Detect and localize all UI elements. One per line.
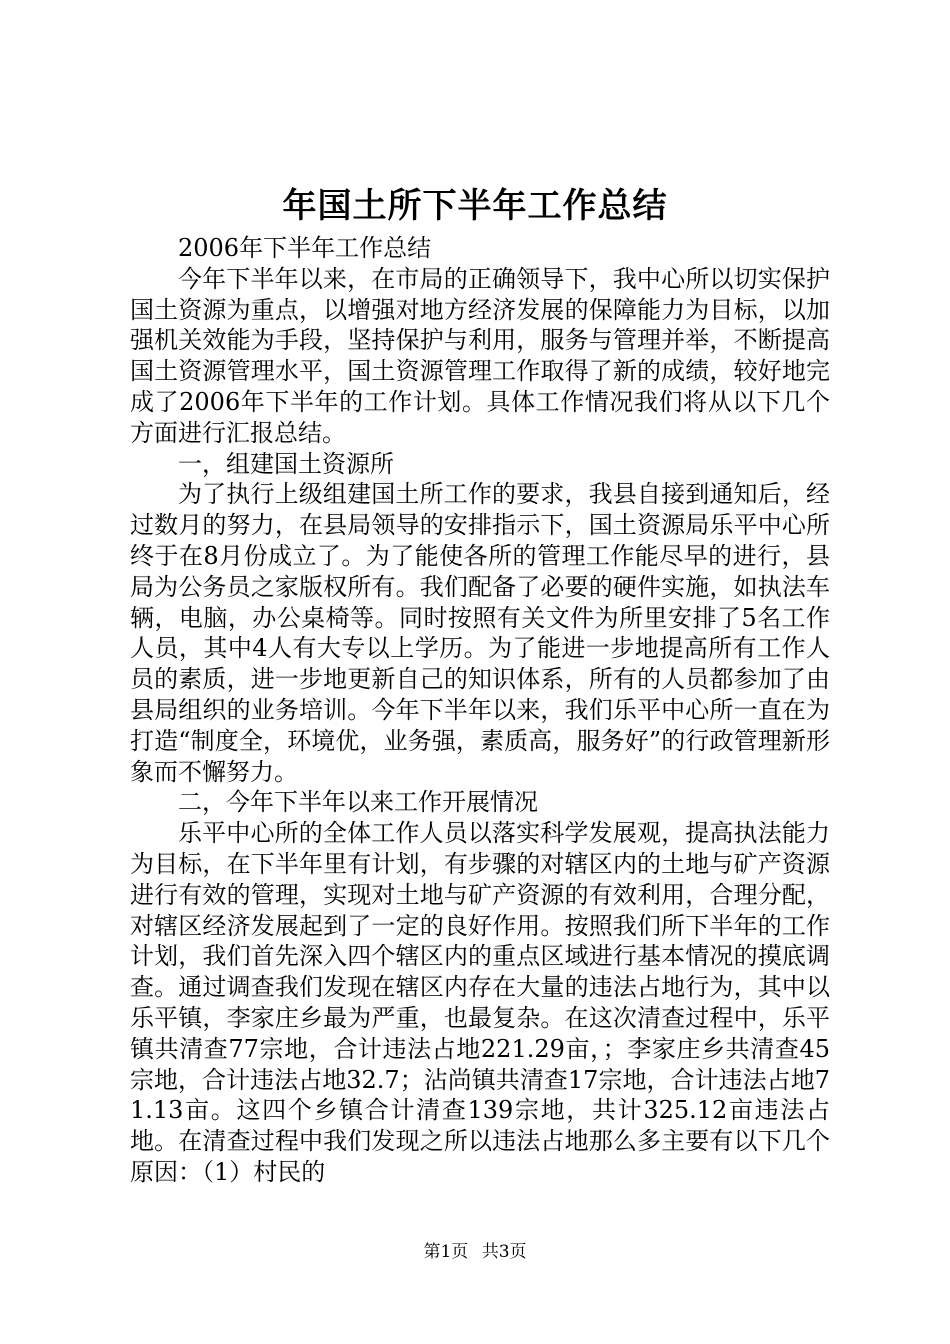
page-total: 共3页 bbox=[481, 1242, 527, 1262]
document-title: 年国土所下半年工作总结 bbox=[282, 186, 668, 226]
document-subtitle: 2006年下半年工作总结 bbox=[178, 234, 432, 262]
page-footer bbox=[0, 1241, 950, 1263]
document-body bbox=[130, 233, 830, 1188]
section-heading-2: 二，今年下半年以来工作开展情况 bbox=[178, 788, 538, 817]
page-number: 第1页 bbox=[423, 1242, 469, 1262]
section-heading-1: 一，组建国土资源所 bbox=[178, 449, 394, 478]
paragraph-intro: 今年下半年以来，在市局的正确领导下，我中心所以切实保护国土资源为重点，以增强对地方经济发展的保障能力为目标，以加强机关效能为手段，坚持保护与利用，服务与管理并举，不断提高国土资源管理水平，国土资源管理工作取得了新的成绩，较好地完成了2006年下半年的工作计划。具体工作情况我们将从以下几个方面进行汇报总结。 bbox=[130, 264, 830, 447]
paragraph-section-2: 乐平中心所的全体工作人员以落实科学发展观，提高执法能力为目标，在下半年里有计划，有步骤的对辖区内的土地与矿产资源进行有效的管理，实现对土地与矿产资源的有效利用，合理分配，对辖区经济发展起到了一定的良好作用。按照我们所下半年的工作计划，我们首先深入四个辖区内的重点区域进行基本情况的摸底调查。通过调查我们发现在辖区内存在大量的违法占地行为，其中以乐平镇，李家庄乡最为严重，也最复杂。在这次清查过程中，乐平镇共清查77宗地，合计违法占地221.29亩，；李家庄乡共清查45宗地，合计违法占地32.7；沾尚镇共清查17宗地，合计违法占地71.13亩。这四个乡镇合计清查139宗地，共计325.12亩违法占地。在清查过程中我们发现之所以违法占地那么多主要有以下几个原因：（1）村民的 bbox=[130, 819, 830, 1186]
paragraph-section-1: 为了执行上级组建国土所工作的要求，我县自接到通知后，经过数月的努力，在县局领导的安排指示下，国土资源局乐平中心所终于在8月份成立了。为了能使各所的管理工作能尽早的进行，县局为公务员之家版权所有。我们配备了必要的硬件实施，如执法车辆，电脑，办公桌椅等。同时按照有关文件为所里安排了5名工作人员，其中4人有大专以上学历。为了能进一步地提高所有工作人员的素质，进一步地更新自己的知识体系，所有的人员都参加了由县局组织的业务培训。今年下半年以来，我们乐平中心所一直在为打造“制度全，环境优，业务强，素质高，服务好”的行政管理新形象而不懈努力。 bbox=[130, 480, 830, 786]
